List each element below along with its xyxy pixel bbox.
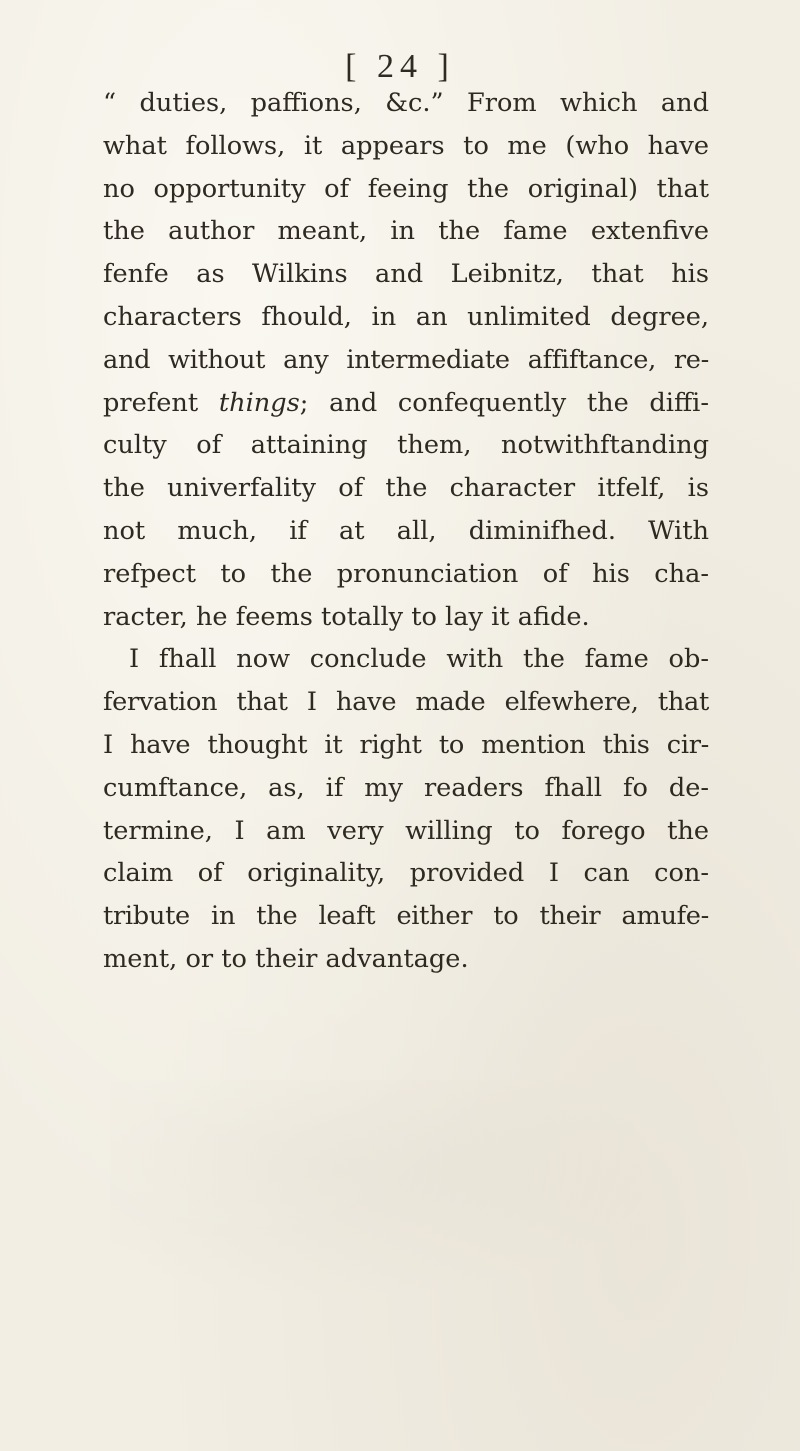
text-line: tribute in the leaft either to their amufe-	[103, 901, 709, 932]
text-line: and without any intermediate affiftance, re-	[103, 344, 709, 375]
text-line: racter, he feems totally to lay it afide.	[103, 601, 590, 632]
text-line: the author meant, in the fame extenfive	[103, 216, 709, 247]
text-line: “ duties, paffions, &c.” From which and	[103, 88, 709, 118]
text-line: characters fhould, in an unlimited degree,	[103, 301, 709, 332]
text-line: culty of attaining them, notwithftanding	[103, 430, 709, 461]
text-line: termine, I am very willing to forego the	[103, 815, 709, 846]
text-line: cumftance, as, if my readers fhall fo de-	[103, 772, 709, 803]
page-number-header: [ 24 ]	[345, 48, 455, 85]
text-line: not much, if at all, diminifhed. With	[103, 515, 709, 546]
text-segment: ; and confequently the diffi-	[299, 387, 709, 418]
text-line: fervation that I have made elfewhere, that	[103, 687, 709, 718]
text-line	[103, 382, 709, 425]
text-line: claim of originality, provided I can con-	[103, 858, 709, 889]
text-line: what follows, it appears to me (who have	[103, 130, 709, 161]
text-line: the univerfality of the character itfelf, is	[103, 473, 709, 504]
text-segment: prefent	[103, 387, 199, 418]
text-line: refpect to the pronunciation of his cha-	[103, 558, 709, 589]
text-line: no opportunity of feeing the original) that	[103, 173, 709, 204]
text-line: I fhall now conclude with the fame ob-	[129, 644, 709, 675]
text-line: I have thought it right to mention this cir-	[103, 729, 709, 760]
italic-word: things	[218, 387, 300, 418]
paper-show-through	[110, 1080, 670, 1300]
body-text	[103, 82, 709, 981]
text-line: ment, or to their advantage.	[103, 943, 469, 974]
text-line: fenfe as Wilkins and Leibnitz, that his	[103, 259, 709, 290]
